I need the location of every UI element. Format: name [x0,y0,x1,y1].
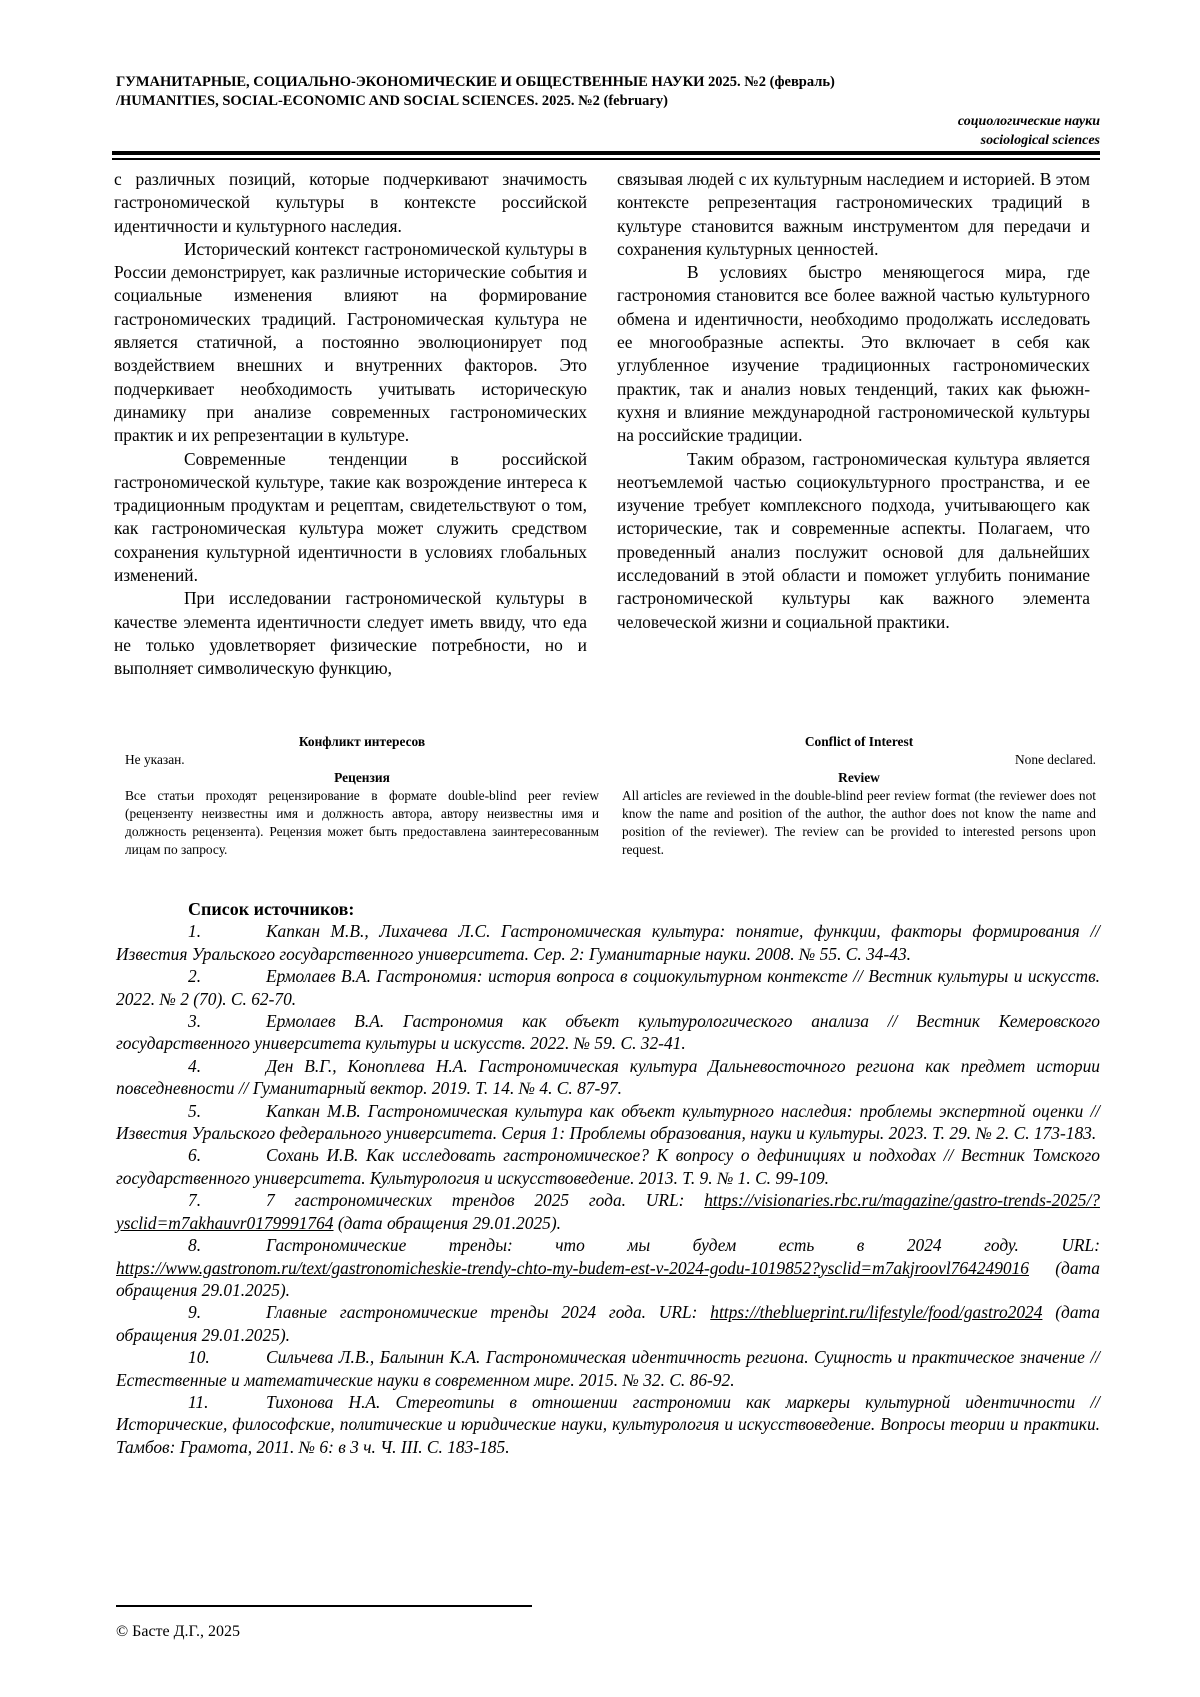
journal-title-en: /HUMANITIES, SOCIAL-ECONOMIC AND SOCIAL SCIENCES. 2025. №2 (february) [116,93,668,109]
reference-item [116,1189,1100,1234]
journal-header [116,73,1016,111]
reference-text: 7 гастрономических трендов 2025 года. URL: [266,1190,705,1211]
references-title: Список источников: [188,899,355,919]
body-paragraph: связывая людей с их культурным наследием и историей. В этом контексте репрезентация гастрономических традиций в культуре становится важным инструментом для передачи и сохранения культурных ценностей. [617,169,1090,259]
reference-text: Ермолаев В.А. Гастрономия как объект культурологического анализа // Вестник Кемеровского государственного университета культуры и искусств. 2022. № 59. С. 32-41. [116,1011,1100,1054]
reference-item [116,1301,1100,1346]
reference-item [116,1234,1100,1301]
reference-number: 10. [188,1347,210,1368]
reference-number: 1. [188,921,202,942]
reference-access-date: (дата обращения 29.01.2025). [116,1302,1100,1345]
reference-text: Капкан М.В. Гастрономическая культура как объект культурного наследия: проблемы экспертной оценки // Известия Уральского федерального университета. Серия 1: Проблемы образования, науки и культуры. 2023. Т. 29. № 2. С. 173-183. [116,1100,1100,1144]
notes-en [622,733,1096,859]
conflict-text-ru: Не указан. [125,752,185,767]
copyright-notice: © Басте Д.Г., 2025 [116,1623,240,1640]
review-title-en: Review [838,770,880,785]
reference-item [116,1144,1100,1189]
reference-item [116,1391,1100,1458]
reference-number: 5. [188,1100,202,1121]
references-list [116,920,1100,1458]
body-paragraph: При исследовании гастрономической культуры в качестве элемента идентичности следует иметь ввиду, что еда не только удовлетворяет физические потребности, но и выполняет символическую функцию, [114,588,587,679]
reference-text: Ермолаев В.А. Гастрономия: история вопроса в социокультурном контексте // Вестник культуры и искусств. 2022. № 2 (70). С. 62-70. [116,966,1100,1009]
reference-item [116,1055,1100,1100]
section-tag-ru: социологические науки [957,114,1100,129]
reference-url-link[interactable]: https://visionaries.rbc.ru/magazine/gastro-trends-2025/?ysclid=m7akhauvr0179991764 [116,1190,1100,1233]
reference-text: Тихонова Н.А. Стереотипы в отношении гастрономии как маркеры культурной идентичности // Исторические, философские, политические и юридические науки, культурология и искусствоведение. Вопросы теории и практики. Тамбов: Грамота, 2011. № 6: в 3 ч. Ч. III. С. 183-185. [116,1391,1100,1457]
notes-ru [125,733,599,859]
reference-number: 6. [188,1145,202,1166]
footnote-rule [116,1605,532,1607]
reference-number: 4. [188,1055,202,1076]
review-text-ru: Все статьи проходят рецензирование в формате double-blind peer review (рецензенту неизвестны имя и должность автора, автору неизвестны имя и должность рецензента). Рецензия может быть предоставлена заинтересованным лицам по запросу. [125,788,599,857]
section-tag [958,112,1100,150]
header-rule-thin [112,158,1100,160]
body-paragraph: Современные тенденции в российской гастрономической культуре, такие как возрождение интереса к традиционным продуктам и рецептам, свидетельствуют о том, как гастрономическая культура может служить средством сохранения культурной идентичности в условиях глобальных изменений. [114,448,587,586]
body-paragraph: с различных позиций, которые подчеркивают значимость гастрономической культуры в контексте российской идентичности и культурного наследия. [114,169,587,236]
body-paragraph: Исторический контекст гастрономической культуры в России демонстрирует, как различные исторические события и социальные изменения влияют на формирование гастрономических традиций. Гастрономическая культура не является статичной, а постоянно эволюционирует под воздействием внешних и внутренних факторов. Это подчеркивает необходимость учитывать историческую динамику при анализе современных гастрономических практик и их репрезентации в культуре. [114,238,587,446]
references-section [116,898,1100,1458]
body-column-right [617,168,1090,634]
section-tag-en: sociological sciences [980,133,1100,148]
reference-text: Ден В.Г., Коноплева Н.А. Гастрономическая культура Дальневосточного региона как предмет истории повседневности // Гуманитарный вектор. 2019. Т. 14. № 4. С. 87-97. [116,1055,1100,1099]
body-column-left [114,168,587,681]
reference-text: Главные гастрономические тренды 2024 года. URL: [266,1302,711,1323]
reference-number: 7. [188,1190,202,1211]
reference-access-date: (дата обращения 29.01.2025). [116,1257,1100,1300]
reference-text: Сохань И.В. Как исследовать гастрономическое? К вопросу о дефинициях и подходах // Вестник Томского государственного университета. Культурология и искусствоведение. 2013. Т. 9. № 1. С. 99-109. [116,1145,1100,1188]
conflict-title-en: Conflict of Interest [804,734,914,749]
reference-url-link[interactable]: https://www.gastronom.ru/text/gastronomicheskie-trendy-chto-my-budem-est-v-2024-godu-1019852?ysclid=m7akjroovl764249016 [116,1257,1029,1278]
reference-number: 9. [188,1302,202,1323]
reference-item [116,1010,1100,1055]
reference-item [116,920,1100,965]
body-paragraph: Таким образом, гастрономическая культура является неотъемлемой частью социокультурного пространства, и ее изучение требует комплексного подхода, учитывающего как исторические, так и современные аспекты. Полагаем, что проведенный анализ послужит основой для дальнейших исследований в этой области и поможет углубить понимание гастрономической культуры как важного элемента человеческой жизни и социальной практики. [617,448,1090,632]
conflict-text-en: None declared. [1014,752,1096,767]
reference-item [116,965,1100,1010]
reference-text: Сильчева Л.В., Балынин К.А. Гастрономическая идентичность региона. Сущность и практическое значение // Естественные и математические науки в современном мире. 2015. № 32. С. 86-92. [116,1347,1100,1390]
header-rule-thick [112,151,1100,155]
reference-item [116,1346,1100,1391]
reference-number: 11. [188,1391,209,1412]
journal-title-ru: ГУМАНИТАРНЫЕ, СОЦИАЛЬНО-ЭКОНОМИЧЕСКИЕ И ОБЩЕСТВЕННЫЕ НАУКИ 2025. №2 (февраль) [116,74,835,90]
reference-text: Капкан М.В., Лихачева Л.С. Гастрономическая культура: понятие, функции, факторы формирования // Известия Уральского государственного университета. Сер. 2: Гуманитарные науки. 2008. № 55. С. 34-43. [116,921,1100,964]
reference-access-date: (дата обращения 29.01.2025). [333,1212,561,1233]
reference-url-link[interactable]: https://theblueprint.ru/lifestyle/food/gastro2024 [710,1302,1043,1323]
reference-item [116,1100,1100,1145]
reference-number: 8. [188,1235,202,1256]
review-text-en: All articles are reviewed in the double-blind peer review format (the reviewer does not know the name and position of the author, the author does not know the name and position of the reviewer). The review can be provided to interested persons upon request. [622,788,1096,857]
review-title-ru: Рецензия [334,770,390,785]
reference-number: 2. [188,966,202,987]
reference-number: 3. [188,1011,202,1032]
reference-text: Гастрономические тренды: что мы будем есть в 2024 году. URL: [266,1235,1100,1256]
body-paragraph: В условиях быстро меняющегося мира, где гастрономия становится все более важной частью культурного обмена и идентичности, необходимо продолжать исследовать ее многообразные аспекты. Это включает в себя как углубленное изучение традиционных гастрономических практик, так и анализ новых тенденций, таких как фьюжн-кухня и влияние международной гастрономической культуры на российские традиции. [617,262,1090,446]
conflict-title-ru: Конфликт интересов [298,734,426,749]
